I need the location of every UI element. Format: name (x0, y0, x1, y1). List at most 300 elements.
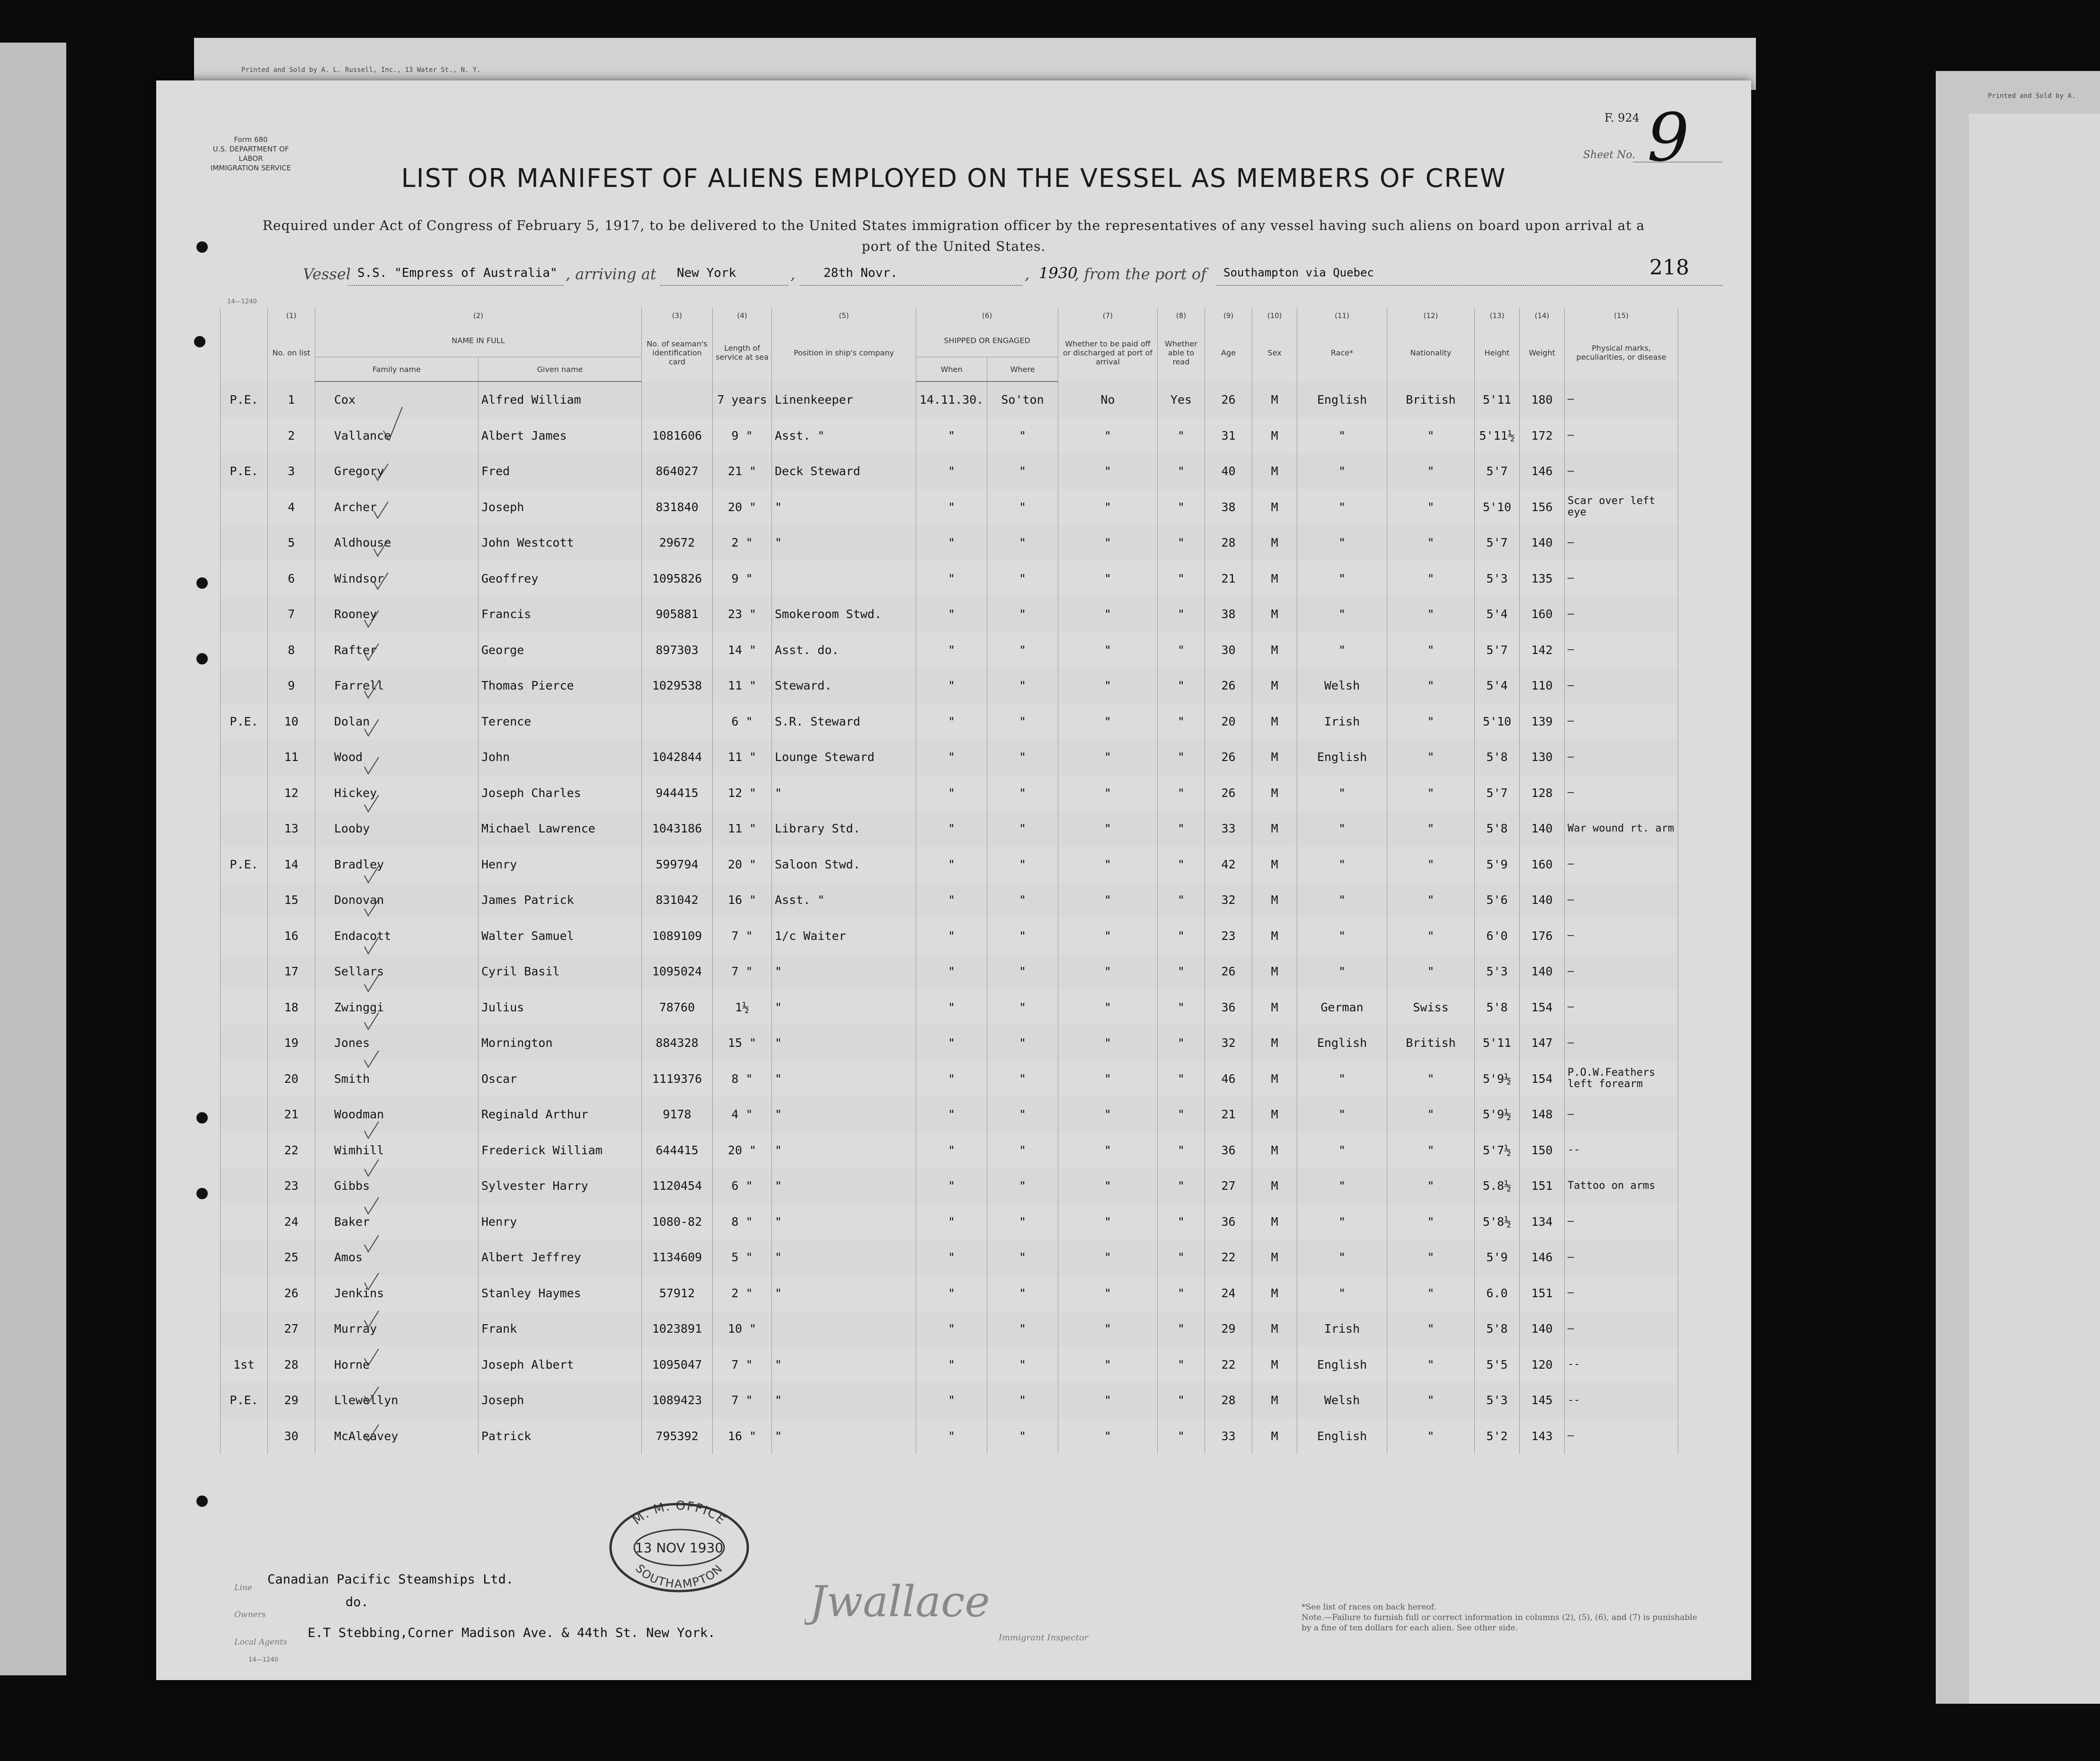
reference-number: 218 (1649, 256, 1689, 280)
row-position: 1/c Waiter (772, 918, 916, 954)
row-sex: M (1252, 1061, 1297, 1097)
row-when: " (916, 453, 987, 489)
row-marks: P.O.W.Feathers left forearm (1565, 1061, 1678, 1097)
row-nationality: " (1387, 1382, 1475, 1418)
row-family-name: Murray (315, 1311, 478, 1347)
row-pe-mark (221, 1311, 268, 1347)
row-family-name: Amos (315, 1239, 478, 1275)
row-where: " (987, 990, 1058, 1026)
row-nationality: British (1387, 381, 1475, 418)
col-num-5: (5) (772, 308, 916, 324)
row-height: 5'8 (1475, 811, 1520, 847)
row-age: 22 (1205, 1239, 1252, 1275)
footnote (1302, 1602, 1709, 1633)
table-row (221, 882, 1678, 918)
row-sex: M (1252, 704, 1297, 740)
row-pe-mark (221, 1133, 268, 1168)
row-sex: M (1252, 596, 1297, 632)
row-paid-off: " (1058, 739, 1158, 775)
row-family-name: Donovan (315, 882, 478, 918)
check-mark-icon (364, 1349, 379, 1365)
department: U.S. DEPARTMENT OF LABOR (213, 145, 289, 163)
row-marks: — (1565, 847, 1678, 883)
row-marks: Tattoo on arms (1565, 1168, 1678, 1204)
row-number: 13 (268, 811, 315, 847)
check-mark-icon (364, 719, 379, 736)
row-number: 5 (268, 525, 315, 561)
row-able-to-read: " (1158, 1133, 1205, 1168)
row-given-name: John Westcott (478, 525, 642, 561)
row-sex: M (1252, 1382, 1297, 1418)
row-age: 29 (1205, 1311, 1252, 1347)
form-id: Form 680 (234, 135, 268, 144)
row-family-name: Woodman (315, 1097, 478, 1133)
check-mark-icon (383, 407, 402, 440)
row-race: " (1297, 954, 1387, 990)
agents-value: E.T Stebbing,Corner Madison Ave. & 44th St. New York. (308, 1626, 716, 1640)
row-when: " (916, 1418, 987, 1454)
row-marks: — (1565, 596, 1678, 632)
row-race: Irish (1297, 704, 1387, 740)
row-number: 27 (268, 1311, 315, 1347)
row-weight: 130 (1520, 739, 1565, 775)
row-height: 5'9 (1475, 1239, 1520, 1275)
row-age: 23 (1205, 918, 1252, 954)
row-age: 26 (1205, 381, 1252, 418)
row-race: " (1297, 1097, 1387, 1133)
row-pe-mark (221, 668, 268, 704)
table-row (221, 596, 1678, 632)
row-marks: — (1565, 1204, 1678, 1240)
row-family-name: Aldhouse (315, 525, 478, 561)
row-id-card: 1089423 (642, 1382, 713, 1418)
row-race: English (1297, 1025, 1387, 1061)
row-able-to-read: " (1158, 1382, 1205, 1418)
row-race: " (1297, 418, 1387, 454)
row-where: " (987, 1347, 1058, 1383)
row-given-name: Joseph (478, 489, 642, 525)
row-nationality: British (1387, 1025, 1475, 1061)
row-given-name: Henry (478, 1204, 642, 1240)
row-marks: — (1565, 739, 1678, 775)
row-given-name: Mornington (478, 1025, 642, 1061)
form-code-bottom: 14—1240 (248, 1656, 278, 1664)
row-where: " (987, 1061, 1058, 1097)
check-mark-icon (364, 1273, 379, 1290)
table-row (221, 1097, 1678, 1133)
row-sex: M (1252, 1418, 1297, 1454)
row-paid-off: " (1058, 418, 1158, 454)
row-id-card: 1119376 (642, 1061, 713, 1097)
row-sex: M (1252, 811, 1297, 847)
row-position: " (772, 1168, 916, 1204)
row-id-card (642, 381, 713, 418)
row-length-service: 20 " (713, 847, 772, 883)
row-number: 20 (268, 1061, 315, 1097)
row-height: 5'8½ (1475, 1204, 1520, 1240)
row-family-name: Jones (315, 1025, 478, 1061)
row-age: 20 (1205, 704, 1252, 740)
row-weight: 150 (1520, 1133, 1565, 1168)
row-height: 5'5 (1475, 1347, 1520, 1383)
row-weight: 160 (1520, 847, 1565, 883)
row-age: 24 (1205, 1275, 1252, 1311)
col-num-2: (2) (315, 308, 642, 324)
row-nationality: " (1387, 525, 1475, 561)
row-when: " (916, 739, 987, 775)
row-position: Smokeroom Stwd. (772, 596, 916, 632)
row-where: " (987, 775, 1058, 811)
row-pe-mark (221, 1061, 268, 1097)
row-race: " (1297, 1168, 1387, 1204)
row-number: 19 (268, 1025, 315, 1061)
row-pe-mark (221, 632, 268, 668)
row-when: " (916, 1204, 987, 1240)
row-paid-off: " (1058, 1382, 1158, 1418)
row-sex: M (1252, 1239, 1297, 1275)
row-sex: M (1252, 489, 1297, 525)
row-given-name: Henry (478, 847, 642, 883)
row-given-name: Alfred William (478, 381, 642, 418)
row-when: " (916, 775, 987, 811)
row-paid-off: " (1058, 596, 1158, 632)
vessel-label: Vessel (303, 265, 351, 283)
row-family-name: Llewellyn (315, 1382, 478, 1418)
row-race: " (1297, 489, 1387, 525)
row-given-name: Sylvester Harry (478, 1168, 642, 1204)
row-when: " (916, 668, 987, 704)
row-race: " (1297, 918, 1387, 954)
row-family-name: Gregory (315, 453, 478, 489)
row-able-to-read: " (1158, 1025, 1205, 1061)
header-read: Whether able to read (1158, 324, 1205, 381)
row-weight: 156 (1520, 489, 1565, 525)
row-paid-off: " (1058, 1239, 1158, 1275)
row-able-to-read: " (1158, 882, 1205, 918)
row-pe-mark (221, 1275, 268, 1311)
row-nationality: " (1387, 847, 1475, 883)
footnote-races: *See list of races on back hereof. (1302, 1602, 1436, 1612)
row-number: 29 (268, 1382, 315, 1418)
row-where: " (987, 954, 1058, 990)
row-given-name: Frank (478, 1311, 642, 1347)
row-marks: -- (1565, 1133, 1678, 1168)
row-given-name: Terence (478, 704, 642, 740)
row-nationality: " (1387, 418, 1475, 454)
row-paid-off: " (1058, 1025, 1158, 1061)
col-num-11: (11) (1297, 308, 1387, 324)
svg-text:M. M. OFFICE (630, 1500, 728, 1528)
row-when: " (916, 918, 987, 954)
row-height: 5'9½ (1475, 1097, 1520, 1133)
row-paid-off: " (1058, 1061, 1158, 1097)
row-number: 24 (268, 1204, 315, 1240)
row-nationality: " (1387, 1347, 1475, 1383)
row-able-to-read: " (1158, 668, 1205, 704)
port-underline (1216, 285, 1723, 286)
row-length-service: 6 " (713, 1168, 772, 1204)
check-mark-icon (364, 1051, 379, 1067)
row-position: " (772, 1347, 916, 1383)
check-mark-icon (364, 1122, 379, 1138)
row-pe-mark (221, 525, 268, 561)
row-given-name: Reginald Arthur (478, 1097, 642, 1133)
header-row-1 (221, 324, 1678, 357)
table-row (221, 704, 1678, 740)
row-where: " (987, 882, 1058, 918)
row-when: " (916, 1347, 987, 1383)
punch-hole (194, 336, 205, 347)
comma-1: , (790, 265, 796, 283)
crew-table (220, 308, 1678, 1454)
table-row (221, 811, 1678, 847)
row-where: " (987, 1311, 1058, 1347)
form-number: F. 924 (1604, 111, 1639, 124)
row-when: " (916, 418, 987, 454)
header-name-in-full: NAME IN FULL (315, 324, 642, 357)
stamp-bottom: SOUTHAMPTON (633, 1561, 726, 1591)
row-position: " (772, 1133, 916, 1168)
row-when: " (916, 1133, 987, 1168)
row-marks: — (1565, 453, 1678, 489)
row-able-to-read: " (1158, 775, 1205, 811)
row-age: 33 (1205, 1418, 1252, 1454)
row-position (772, 1311, 916, 1347)
row-number: 26 (268, 1275, 315, 1311)
row-where: " (987, 704, 1058, 740)
row-length-service: 7 " (713, 1382, 772, 1418)
row-position: " (772, 775, 916, 811)
table-row (221, 990, 1678, 1026)
row-nationality: " (1387, 1204, 1475, 1240)
row-nationality: " (1387, 561, 1475, 597)
row-able-to-read: " (1158, 632, 1205, 668)
row-sex: M (1252, 632, 1297, 668)
row-able-to-read: " (1158, 990, 1205, 1026)
row-race: English (1297, 1347, 1387, 1383)
row-when: " (916, 1382, 987, 1418)
row-id-card: 1081606 (642, 418, 713, 454)
row-given-name: Thomas Pierce (478, 668, 642, 704)
row-marks: — (1565, 1418, 1678, 1454)
row-able-to-read: " (1158, 561, 1205, 597)
row-race: German (1297, 990, 1387, 1026)
arrival-date: 28th Novr. (824, 266, 898, 280)
row-family-name: Endacott (315, 918, 478, 954)
row-weight: 151 (1520, 1168, 1565, 1204)
row-position: " (772, 1204, 916, 1240)
row-paid-off: " (1058, 668, 1158, 704)
row-sex: M (1252, 847, 1297, 883)
row-number: 1 (268, 381, 315, 418)
row-family-name: Horne (315, 1347, 478, 1383)
row-length-service: 4 " (713, 1097, 772, 1133)
col-num-14: (14) (1520, 308, 1565, 324)
row-nationality: " (1387, 954, 1475, 990)
row-able-to-read: " (1158, 1311, 1205, 1347)
row-race: " (1297, 596, 1387, 632)
row-family-name: Vallance (315, 418, 478, 454)
row-weight: 110 (1520, 668, 1565, 704)
row-pe-mark: P.E. (221, 704, 268, 740)
table-row (221, 1347, 1678, 1383)
row-age: 26 (1205, 954, 1252, 990)
row-id-card: 1095024 (642, 954, 713, 990)
row-id-card: 795392 (642, 1418, 713, 1454)
row-where: " (987, 1382, 1058, 1418)
row-sex: M (1252, 1204, 1297, 1240)
row-age: 26 (1205, 775, 1252, 811)
row-where: " (987, 668, 1058, 704)
row-when: " (916, 561, 987, 597)
row-weight: 154 (1520, 1061, 1565, 1097)
row-age: 38 (1205, 489, 1252, 525)
col-num-4: (4) (713, 308, 772, 324)
row-marks: — (1565, 668, 1678, 704)
row-weight: 140 (1520, 954, 1565, 990)
row-number: 22 (268, 1133, 315, 1168)
row-number: 25 (268, 1239, 315, 1275)
row-paid-off: " (1058, 1168, 1158, 1204)
row-able-to-read: " (1158, 1418, 1205, 1454)
row-given-name: Geoffrey (478, 561, 642, 597)
row-position (772, 561, 916, 597)
row-pe-mark (221, 1239, 268, 1275)
row-race: Welsh (1297, 668, 1387, 704)
office-stamp (608, 1500, 750, 1593)
row-number: 18 (268, 990, 315, 1026)
col-num-10: (10) (1252, 308, 1297, 324)
row-nationality: " (1387, 1311, 1475, 1347)
row-where: " (987, 1168, 1058, 1204)
row-where: " (987, 561, 1058, 597)
row-marks: — (1565, 381, 1678, 418)
row-race: " (1297, 453, 1387, 489)
row-id-card: 644415 (642, 1133, 713, 1168)
row-number: 16 (268, 918, 315, 954)
owners-label: Owners (234, 1610, 266, 1619)
row-number: 15 (268, 882, 315, 918)
row-when: " (916, 954, 987, 990)
row-position: " (772, 1097, 916, 1133)
row-able-to-read: " (1158, 453, 1205, 489)
row-age: 30 (1205, 632, 1252, 668)
check-mark-icon (364, 937, 379, 954)
row-length-service: 23 " (713, 596, 772, 632)
check-mark-icon (374, 573, 388, 589)
row-weight: 160 (1520, 596, 1565, 632)
row-number: 3 (268, 453, 315, 489)
table-row (221, 1311, 1678, 1347)
row-able-to-read: " (1158, 1275, 1205, 1311)
row-length-service: 14 " (713, 632, 772, 668)
row-height: 6'0 (1475, 918, 1520, 954)
row-position: " (772, 1025, 916, 1061)
row-where: " (987, 918, 1058, 954)
row-sex: M (1252, 668, 1297, 704)
table-row (221, 453, 1678, 489)
row-able-to-read: " (1158, 1239, 1205, 1275)
row-weight: 128 (1520, 775, 1565, 811)
row-where: " (987, 1275, 1058, 1311)
row-age: 28 (1205, 525, 1252, 561)
row-age: 32 (1205, 882, 1252, 918)
adjacent-sheet-right-inner (1969, 114, 2100, 1704)
row-marks: Scar over left eye (1565, 489, 1678, 525)
row-family-name: McAleavey (315, 1418, 478, 1454)
row-pe-mark: 1st (221, 1347, 268, 1383)
row-age: 40 (1205, 453, 1252, 489)
row-age: 36 (1205, 1204, 1252, 1240)
punch-hole (196, 1112, 208, 1124)
col-num-3: (3) (642, 308, 713, 324)
row-paid-off: " (1058, 561, 1158, 597)
row-height: 5'2 (1475, 1418, 1520, 1454)
row-given-name: Joseph (478, 1382, 642, 1418)
row-height: 5'7 (1475, 453, 1520, 489)
header-no-on-list: No. on list (268, 324, 315, 381)
row-when: " (916, 704, 987, 740)
row-length-service: 16 " (713, 1418, 772, 1454)
row-height: 5'8 (1475, 739, 1520, 775)
row-sex: M (1252, 1097, 1297, 1133)
column-number-row (221, 308, 1678, 324)
row-position: " (772, 1275, 916, 1311)
header-nationality: Nationality (1387, 324, 1475, 381)
row-pe-mark (221, 489, 268, 525)
row-marks: — (1565, 1097, 1678, 1133)
table-row (221, 1168, 1678, 1204)
row-nationality: " (1387, 1418, 1475, 1454)
row-id-card: 1029538 (642, 668, 713, 704)
row-where: " (987, 418, 1058, 454)
check-marks (355, 407, 407, 1472)
row-where: " (987, 847, 1058, 883)
row-sex: M (1252, 381, 1297, 418)
row-height: 5'7 (1475, 775, 1520, 811)
header-id-card: No. of seaman's identification card (642, 324, 713, 381)
row-length-service: 11 " (713, 811, 772, 847)
row-length-service: 1½ (713, 990, 772, 1026)
row-position: " (772, 489, 916, 525)
row-sex: M (1252, 418, 1297, 454)
row-family-name: Rooney (315, 596, 478, 632)
row-paid-off: " (1058, 954, 1158, 990)
row-id-card: 831840 (642, 489, 713, 525)
row-given-name: Frederick William (478, 1133, 642, 1168)
row-number: 10 (268, 704, 315, 740)
row-weight: 145 (1520, 1382, 1565, 1418)
row-nationality: " (1387, 668, 1475, 704)
row-paid-off: " (1058, 1418, 1158, 1454)
row-length-service: 11 " (713, 668, 772, 704)
row-race: " (1297, 775, 1387, 811)
row-given-name: Albert Jeffrey (478, 1239, 642, 1275)
row-length-service: 5 " (713, 1239, 772, 1275)
row-where: " (987, 1025, 1058, 1061)
row-id-card: 9178 (642, 1097, 713, 1133)
table-row (221, 1133, 1678, 1168)
col-num-12: (12) (1387, 308, 1475, 324)
inspector-label: Immigrant Inspector (999, 1633, 1089, 1643)
row-paid-off: " (1058, 1275, 1158, 1311)
row-number: 17 (268, 954, 315, 990)
row-where: " (987, 525, 1058, 561)
col-num-7: (7) (1058, 308, 1158, 324)
header-position: Position in ship's company (772, 324, 916, 381)
row-given-name: George (478, 632, 642, 668)
row-given-name: Michael Lawrence (478, 811, 642, 847)
